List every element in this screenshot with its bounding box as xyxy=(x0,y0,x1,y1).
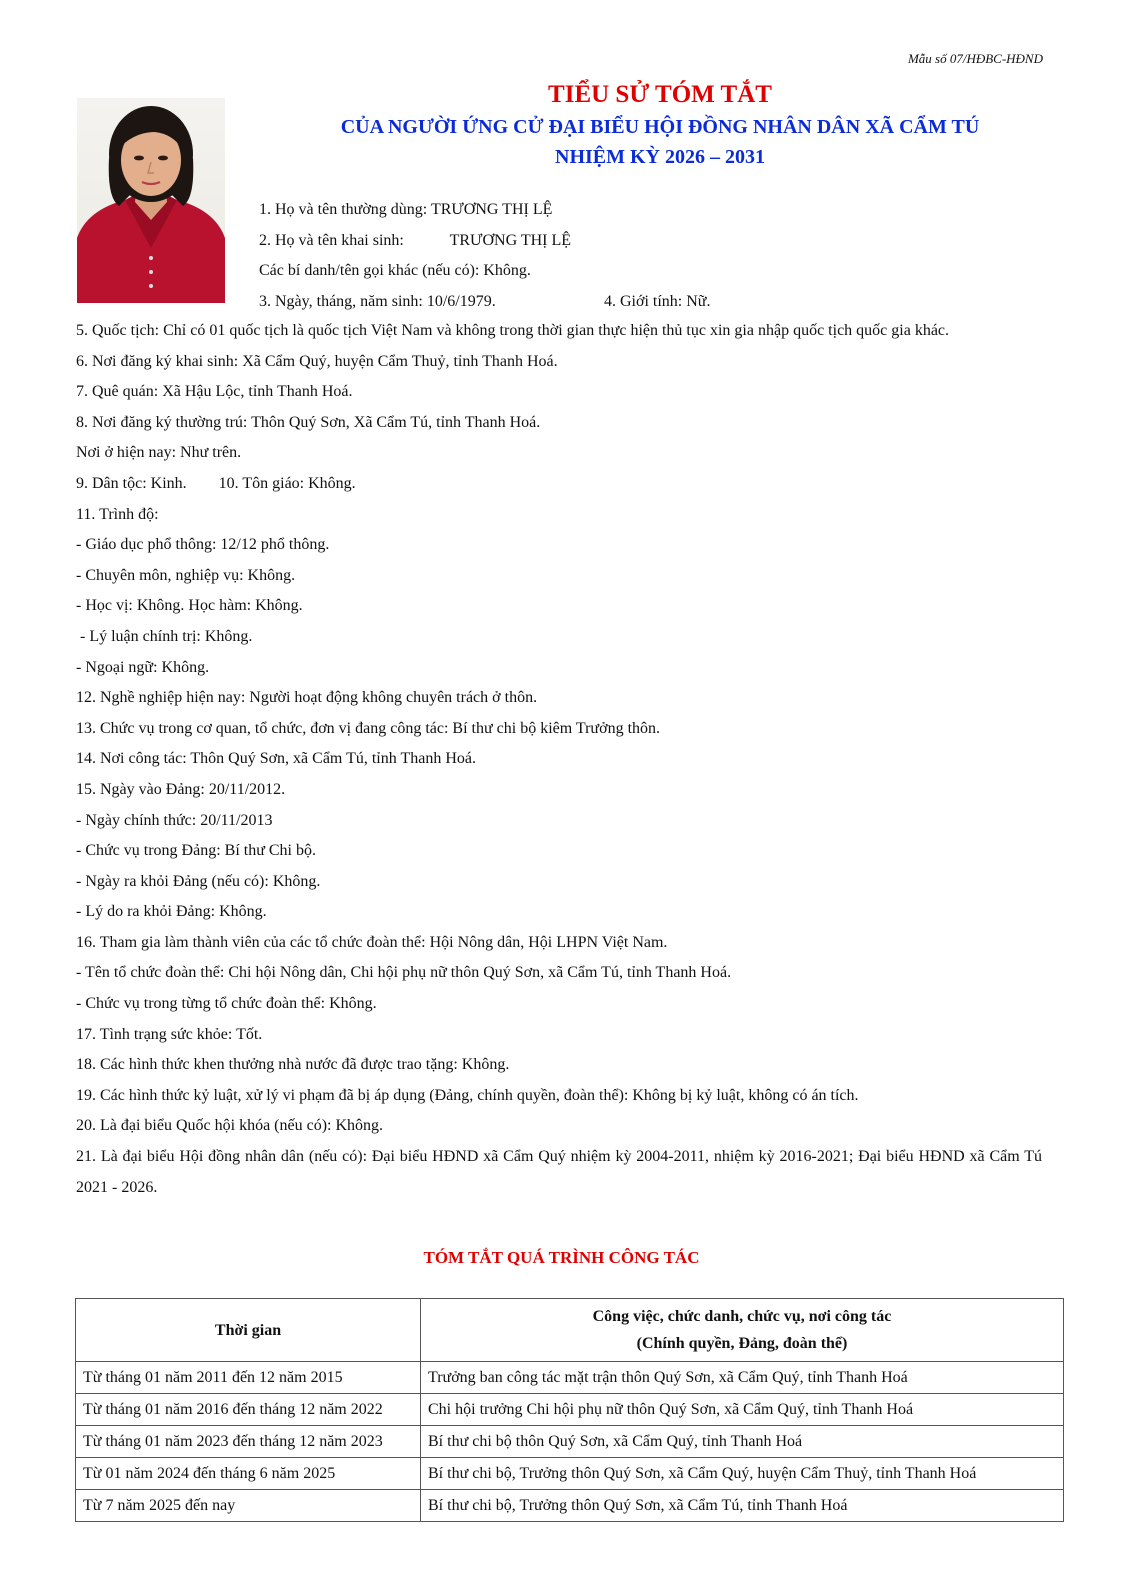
info-line: 7. Quê quán: Xã Hậu Lộc, tỉnh Thanh Hoá. xyxy=(76,383,353,401)
info-line: - Ngày chính thức: 20/11/2013 xyxy=(76,811,273,829)
info-line: 20. Là đại biểu Quốc hội khóa (nếu có): Không. xyxy=(76,1117,384,1135)
table-row xyxy=(76,1394,1064,1426)
col-job-header-line1: Công việc, chức danh, chức vụ, nơi công tác xyxy=(592,1308,892,1325)
term-subtitle: NHIỆM KỲ 2026 – 2031 xyxy=(555,146,765,168)
table-row xyxy=(76,1490,1064,1522)
time-cell: Từ tháng 01 năm 2016 đến tháng 12 năm 2022 xyxy=(76,1394,421,1426)
birth-name-label: 2. Họ và tên khai sinh: xyxy=(259,231,404,249)
info-line: 8. Nơi đăng ký thường trú: Thôn Quý Sơn, Xã Cẩm Tú, tỉnh Thanh Hoá. xyxy=(76,413,541,431)
biography-lines xyxy=(76,316,1042,1203)
info-line: 17. Tình trạng sức khỏe: Tốt. xyxy=(76,1025,263,1043)
document-subtitle: CỦA NGƯỜI ỨNG CỬ ĐẠI BIỂU HỘI ĐỒNG NHÂN DÂN XÃ CẨM TÚ xyxy=(340,116,980,138)
gender-text: 4. Giới tính: Nữ. xyxy=(604,293,711,311)
table-header-row xyxy=(76,1299,1064,1362)
table-row xyxy=(76,1426,1064,1458)
time-cell: Từ tháng 01 năm 2023 đến tháng 12 năm 2023 xyxy=(76,1426,421,1458)
birth-name-line xyxy=(259,226,710,257)
info-line: 19. Các hình thức kỷ luật, xử lý vi phạm đã bị áp dụng (Đảng, chính quyền, đoàn thể): Không bị kỷ luật, không có án tích. xyxy=(76,1086,859,1104)
info-line: - Giáo dục phổ thông: 12/12 phổ thông. xyxy=(76,536,330,554)
info-line: - Lý do ra khỏi Đảng: Không. xyxy=(76,903,267,921)
info-line: 18. Các hình thức khen thưởng nhà nước đã được trao tặng: Không. xyxy=(76,1056,510,1074)
info-line: 9. Dân tộc: Kinh. 10. Tôn giáo: Không. xyxy=(76,474,356,492)
info-line: 13. Chức vụ trong cơ quan, tổ chức, đơn vị đang công tác: Bí thư chi bộ kiêm Trưởng thôn. xyxy=(76,719,661,737)
job-cell: Bí thư chi bộ, Trưởng thôn Quý Sơn, xã Cẩm Tú, tỉnh Thanh Hoá xyxy=(421,1490,1064,1522)
dob-gender-line xyxy=(259,287,710,318)
info-line: - Học vị: Không. Học hàm: Không. xyxy=(76,597,303,615)
birth-name-value: TRƯƠNG THỊ LỆ xyxy=(449,231,572,249)
work-history-title: TÓM TẮT QUÁ TRÌNH CÔNG TÁC xyxy=(423,1248,700,1267)
col-job-header xyxy=(421,1299,1064,1362)
time-cell: Từ tháng 01 năm 2011 đến 12 năm 2015 xyxy=(76,1362,421,1394)
time-cell: Từ 7 năm 2025 đến nay xyxy=(76,1490,421,1522)
info-line: 11. Trình độ: xyxy=(76,505,159,523)
info-line: - Chức vụ trong từng tổ chức đoàn thể: Không. xyxy=(76,995,377,1013)
col-time-header: Thời gian xyxy=(76,1299,421,1362)
info-line: 12. Nghề nghiệp hiện nay: Người hoạt động không chuyên trách ở thôn. xyxy=(76,689,538,707)
info-line: 14. Nơi công tác: Thôn Quý Sơn, xã Cẩm Tú, tỉnh Thanh Hoá. xyxy=(76,750,476,768)
job-cell: Chi hội trưởng Chi hội phụ nữ thôn Quý Sơn, xã Cẩm Quý, tỉnh Thanh Hoá xyxy=(421,1394,1064,1426)
info-line: - Ngoại ngữ: Không. xyxy=(76,658,210,676)
info-line: - Chuyên môn, nghiệp vụ: Không. xyxy=(76,566,296,584)
info-line: 6. Nơi đăng ký khai sinh: Xã Cẩm Quý, huyện Cẩm Thuỷ, tỉnh Thanh Hoá. xyxy=(76,352,558,370)
table-row xyxy=(76,1458,1064,1490)
common-name-line: 1. Họ và tên thường dùng: TRƯƠNG THỊ LỆ xyxy=(259,201,553,218)
portrait-photo xyxy=(77,98,225,303)
info-line: 15. Ngày vào Đảng: 20/11/2012. xyxy=(76,780,286,798)
job-cell: Bí thư chi bộ thôn Quý Sơn, xã Cẩm Quý, tỉnh Thanh Hoá xyxy=(421,1426,1064,1458)
info-line: - Chức vụ trong Đảng: Bí thư Chi bộ. xyxy=(76,842,316,860)
work-history-table xyxy=(75,1298,1064,1522)
info-line: - Lý luận chính trị: Không. xyxy=(76,627,253,645)
info-line: - Tên tổ chức đoàn thể: Chi hội Nông dân, Chi hội phụ nữ thôn Quý Sơn, xã Cẩm Tú, tỉnh Thanh Hoá. xyxy=(76,964,732,982)
info-line: Nơi ở hiện nay: Như trên. xyxy=(76,444,242,462)
info-line: 21. Là đại biểu Hội đồng nhân dân (nếu có): Đại biểu HĐND xã Cẩm Quý nhiệm kỳ 2004-2011, nhiệm kỳ 2016-2021; Đại biểu HĐND xã Cẩm Tú 2021 - 2026. xyxy=(76,1148,1042,1196)
time-cell: Từ 01 năm 2024 đến tháng 6 năm 2025 xyxy=(76,1458,421,1490)
dob-text: 3. Ngày, tháng, năm sinh: 10/6/1979. xyxy=(259,293,496,311)
info-line: 5. Quốc tịch: Chỉ có 01 quốc tịch là quốc tịch Việt Nam và không trong thời gian thực hiện thủ tục xin gia nhập quốc tịch quốc gia khác. xyxy=(76,322,950,339)
document-title: TIỂU SỬ TÓM TẮT xyxy=(548,81,772,108)
form-number: Mẫu số 07/HĐBC-HĐND xyxy=(907,51,1043,66)
info-line: - Ngày ra khỏi Đảng (nếu có): Không. xyxy=(76,872,321,890)
job-cell: Trưởng ban công tác mặt trận thôn Quý Sơn, xã Cẩm Quý, tỉnh Thanh Hoá xyxy=(421,1362,1064,1394)
document-header xyxy=(250,78,1070,172)
personal-info xyxy=(259,195,710,318)
table-row xyxy=(76,1362,1064,1394)
aliases-line: Các bí danh/tên gọi khác (nếu có): Không. xyxy=(259,262,531,280)
info-line: 16. Tham gia làm thành viên của các tổ chức đoàn thể: Hội Nông dân, Hội LHPN Việt Nam. xyxy=(76,933,668,951)
job-cell: Bí thư chi bộ, Trưởng thôn Quý Sơn, xã Cẩm Quý, huyện Cẩm Thuỷ, tỉnh Thanh Hoá xyxy=(421,1458,1064,1490)
col-job-header-line2: (Chính quyền, Đảng, đoàn thể) xyxy=(636,1335,848,1352)
portrait-icon xyxy=(77,98,225,303)
